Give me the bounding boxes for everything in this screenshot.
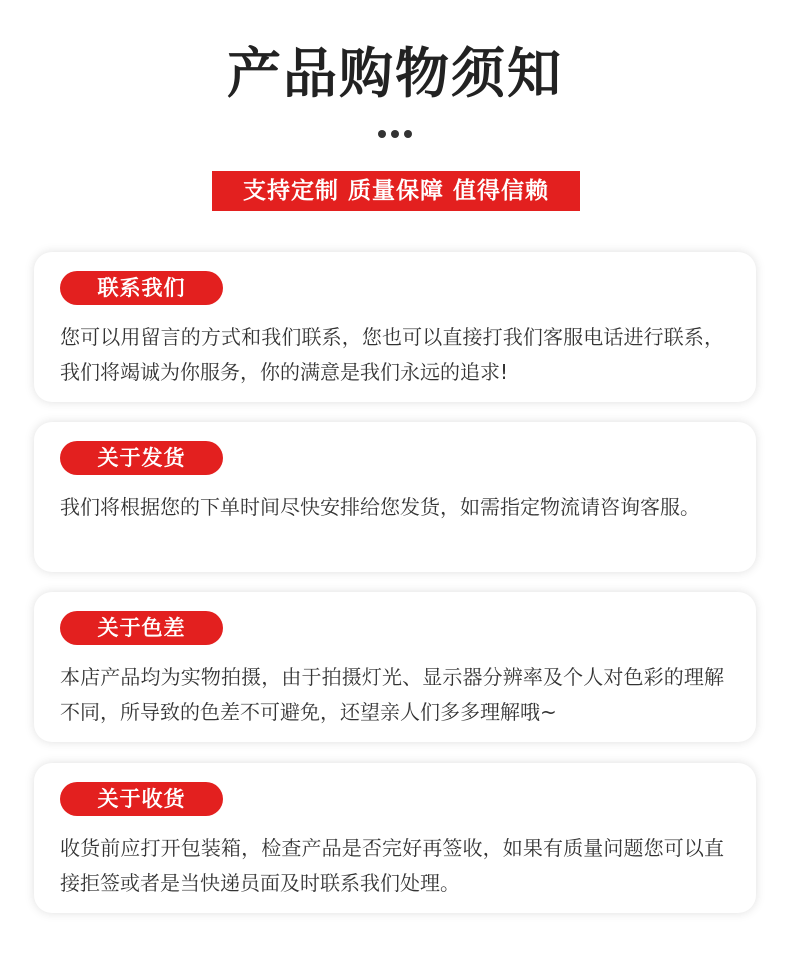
divider-dot xyxy=(404,130,412,138)
info-card-color-difference xyxy=(34,592,756,742)
section-text: 我们将根据您的下单时间尽快安排给您发货，如需指定物流请咨询客服。 xyxy=(60,495,700,519)
info-card-contact xyxy=(34,252,756,402)
divider-dot xyxy=(378,130,386,138)
divider-dot xyxy=(391,130,399,138)
section-badge: 关于收货 xyxy=(60,782,223,816)
section-badge: 联系我们 xyxy=(60,271,223,305)
info-card-receiving xyxy=(34,763,756,913)
section-badge: 关于发货 xyxy=(60,441,223,475)
section-text: 收货前应打开包装箱，检查产品是否完好再签收，如果有质量问题您可以直接拒签或者是当快递员面及时联系我们处理。 xyxy=(60,836,724,895)
info-card-shipping xyxy=(34,422,756,572)
subtitle-banner: 支持定制 质量保障 值得信赖 xyxy=(212,171,580,211)
page-title: 产品购物须知 xyxy=(227,42,563,105)
ellipsis-divider xyxy=(378,130,412,140)
section-text: 您可以用留言的方式和我们联系，您也可以直接打我们客服电话进行联系，我们将竭诚为你服务，你的满意是我们永远的追求! xyxy=(60,325,724,384)
section-badge: 关于色差 xyxy=(60,611,223,645)
section-text: 本店产品均为实物拍摄，由于拍摄灯光、显示器分辨率及个人对色彩的理解不同，所导致的色差不可避免，还望亲人们多多理解哦~ xyxy=(60,665,724,724)
